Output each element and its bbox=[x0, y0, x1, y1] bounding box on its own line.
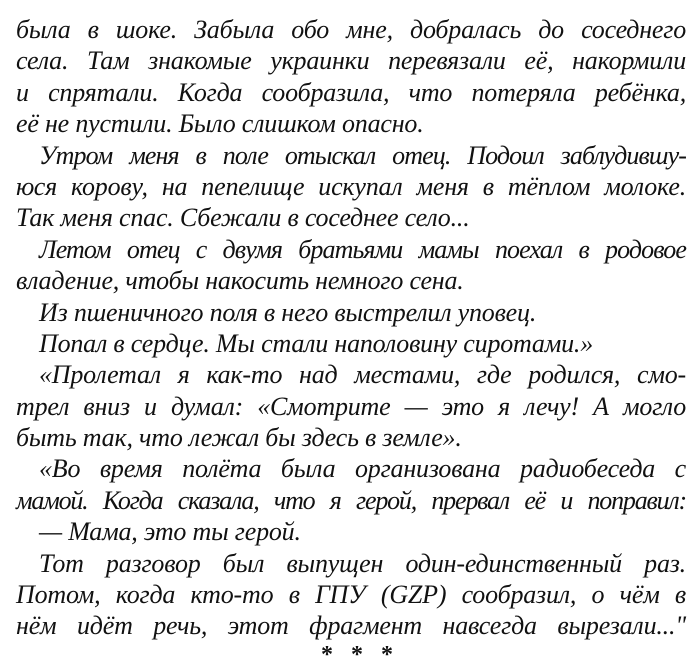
text-line: Утром меня в поле отыскал отец. Подоил заблудившу- bbox=[39, 140, 686, 170]
text-line: Так меня спас. Сбежали в соседнее село... bbox=[16, 203, 470, 233]
text-line: Потом, когда кто-то в ГПУ (GZP) сообразил, о чём в bbox=[16, 580, 686, 610]
text-line: Из пшеничного поля в него выстрелил уповец. bbox=[39, 297, 537, 327]
text-line: Попал в сердце. Мы стали наполовину сиротами.» bbox=[39, 328, 594, 358]
text-line: владение, чтобы накосить немного сена. bbox=[16, 266, 464, 296]
text-line: Летом отец с двумя братьями мамы поехал в родовое bbox=[39, 234, 686, 264]
text-line: нём идёт речь, этот фрагмент навсегда вырезали..." bbox=[16, 611, 686, 641]
text-line: мамой. Когда сказала, что я герой, прервал её и поправил: bbox=[16, 485, 686, 515]
text-line: села. Там знакомые украинки перевязали её, накормили bbox=[16, 46, 686, 76]
text-line: — Мама, это ты герой. bbox=[39, 517, 301, 547]
section-separator: * * * bbox=[321, 641, 399, 668]
text-line: и спрятали. Когда сообразила, что потеряла ребёнка, bbox=[16, 77, 686, 107]
text-line: Тот разговор был выпущен один-единственный раз. bbox=[39, 548, 686, 578]
text-line: «Пролетал я как-то над местами, где родился, смо- bbox=[39, 360, 686, 390]
text-line: её не пустили. Было слишком опасно. bbox=[16, 109, 424, 139]
text-line: была в шоке. Забыла обо мне, добралась до соседнего bbox=[16, 15, 686, 44]
text-line: «Во время полёта была организована радиобеседа с bbox=[39, 454, 686, 484]
text-line: быть так, что лежал бы здесь в земле». bbox=[16, 423, 462, 453]
text-line: трел вниз и думал: «Смотрите — это я лечу! А могло bbox=[16, 391, 686, 421]
text-line: юся корову, на пепелище искупал меня в тёплом молоке. bbox=[16, 171, 686, 201]
